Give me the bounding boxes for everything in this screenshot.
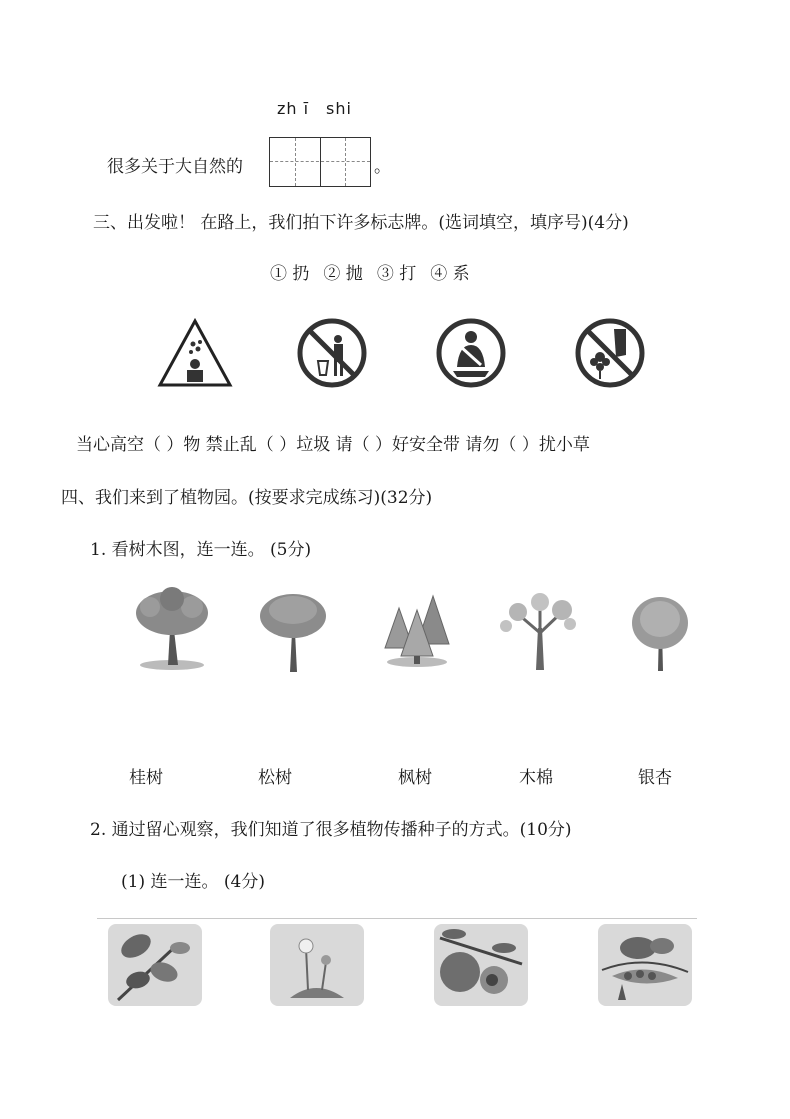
section4-title: 四、我们来到了植物园。(按要求完成练习)(32分) bbox=[61, 488, 433, 508]
tree-label-2: 松树 bbox=[258, 768, 292, 788]
pinyin-shi: shi bbox=[326, 99, 352, 118]
pea-pod-photo bbox=[598, 924, 692, 1006]
leafy-branch-photo bbox=[108, 924, 202, 1006]
tree-label-5: 银杏 bbox=[638, 768, 672, 788]
pomegranate-photo bbox=[434, 924, 528, 1006]
word-options bbox=[270, 259, 470, 284]
option-4: ④ 系 bbox=[430, 264, 470, 284]
sentence-suffix: 。 bbox=[374, 157, 391, 177]
round-tree-icon bbox=[258, 590, 328, 674]
tree-label-1: 桂树 bbox=[129, 768, 163, 788]
broad-tree-icon bbox=[132, 585, 212, 673]
flowering-tree-icon bbox=[498, 592, 578, 672]
option-1: ① 扔 bbox=[270, 264, 310, 284]
sentence-prefix: 很多关于大自然的 bbox=[107, 157, 243, 177]
tree-label-3: 枫树 bbox=[398, 768, 432, 788]
q2-title: 2. 通过留心观察，我们知道了很多植物传播种子的方式。(10分) bbox=[90, 820, 572, 840]
tree-label-4: 木棉 bbox=[519, 768, 553, 788]
divider bbox=[97, 918, 697, 919]
pine-trees-icon bbox=[383, 592, 451, 668]
dandelion-photo bbox=[270, 924, 364, 1006]
character-writing-grid[interactable] bbox=[269, 137, 371, 187]
tall-tree-icon bbox=[628, 595, 692, 673]
section3-title: 三、出发啦！ 在路上，我们拍下许多标志牌。(选词填空，填序号)(4分) bbox=[93, 213, 629, 233]
q1-title: 1. 看树木图，连一连。 (5分) bbox=[90, 540, 312, 560]
option-3: ③ 打 bbox=[376, 264, 417, 284]
pinyin-zhi: zh ī bbox=[277, 99, 310, 118]
q2-sub1: (1) 连一连。 (4分) bbox=[121, 872, 265, 892]
option-2: ② 抛 bbox=[323, 264, 363, 284]
falling-objects-warning-icon bbox=[157, 318, 233, 388]
fill-in-sentences: 当心高空（ ）物 禁止乱（ ）垃圾 请（ ）好安全带 请勿（ ）扰小草 bbox=[76, 435, 590, 455]
no-picking-flowers-icon bbox=[574, 317, 646, 389]
seatbelt-icon bbox=[435, 317, 507, 389]
no-littering-icon bbox=[296, 317, 368, 389]
